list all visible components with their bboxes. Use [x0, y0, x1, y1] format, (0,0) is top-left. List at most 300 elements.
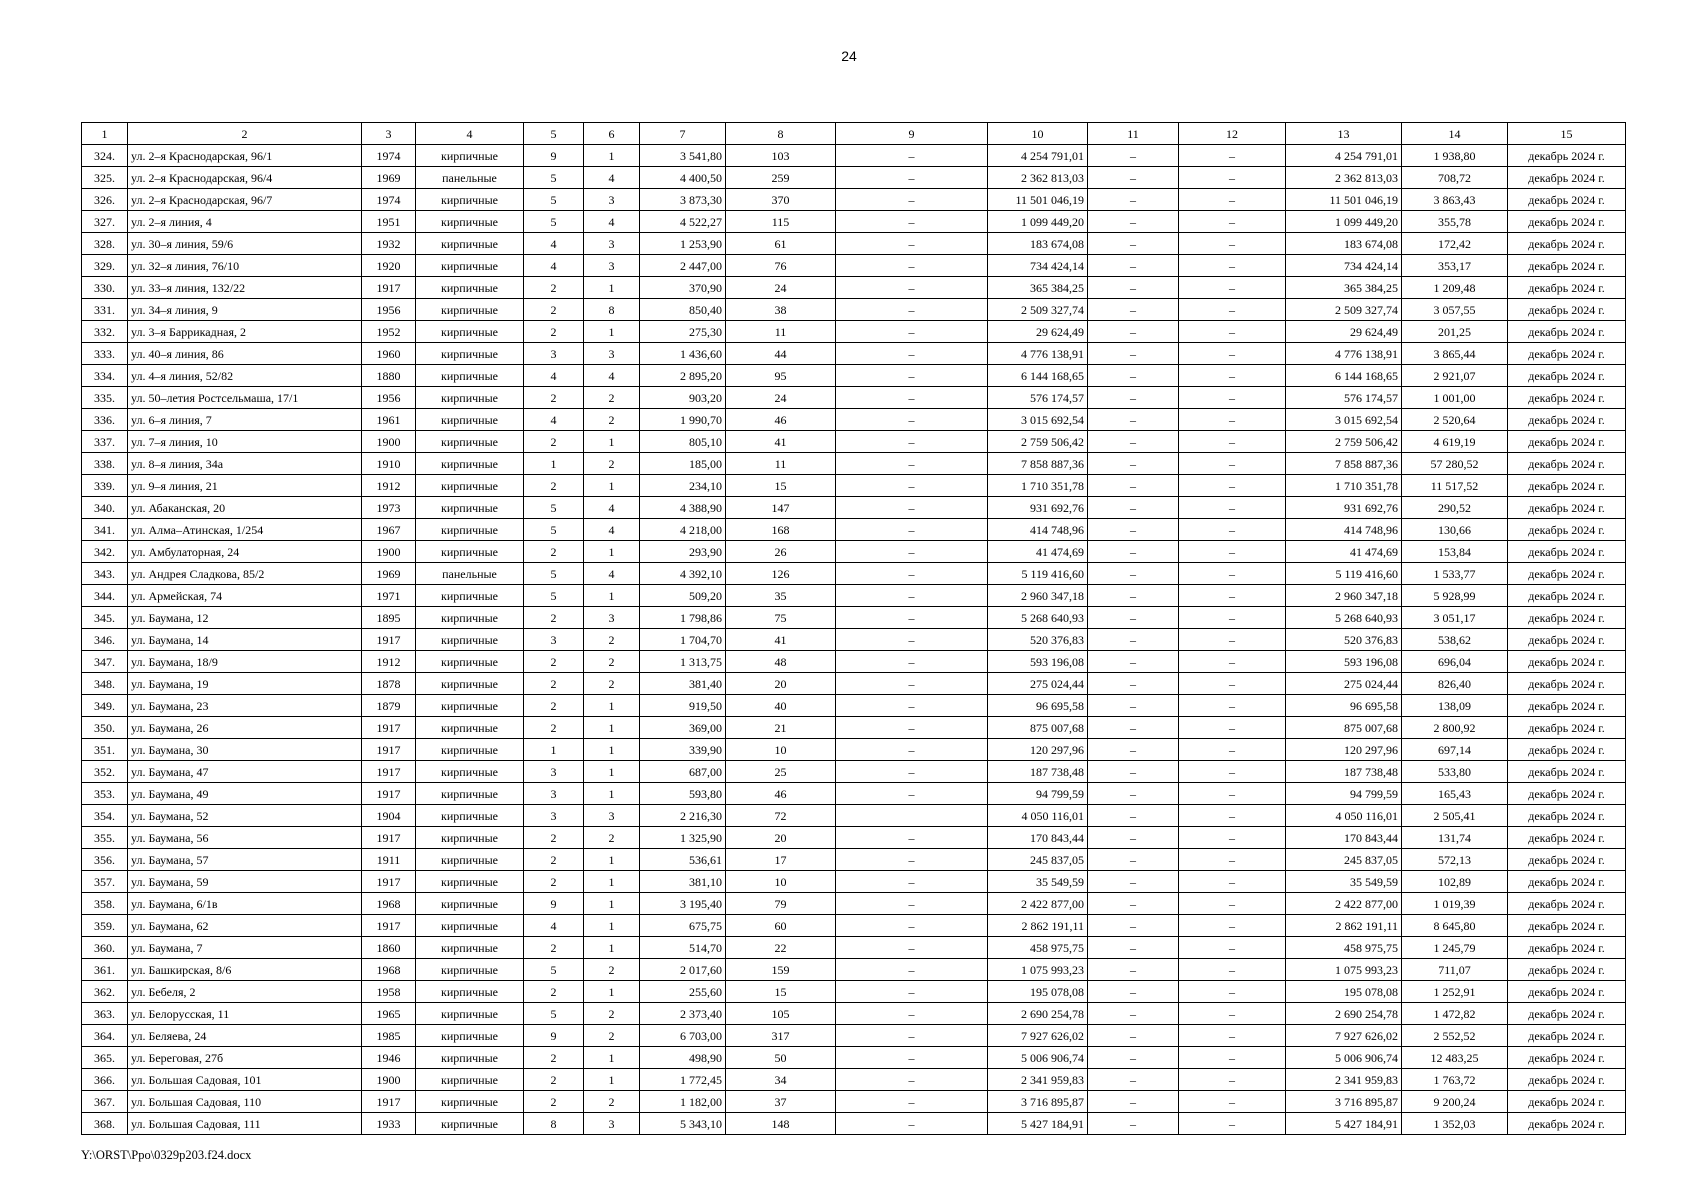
cell-cost-total: 931 692,76 [988, 497, 1088, 519]
cell-row-number: 352. [82, 761, 128, 783]
cell-col-9: – [836, 299, 988, 321]
cell-entrances: 1 [584, 585, 640, 607]
cell-cost-total: 3 716 895,87 [988, 1091, 1088, 1113]
cell-area: 275,30 [640, 321, 726, 343]
table-row [82, 805, 1626, 827]
cell-cost-total: 734 424,14 [988, 255, 1088, 277]
table-row [82, 915, 1626, 937]
cell-col-12: – [1179, 453, 1286, 475]
cell-floors: 9 [524, 145, 584, 167]
cell-cost-total: 195 078,08 [988, 981, 1088, 1003]
cell-col-9: – [836, 387, 988, 409]
cell-residents: 37 [726, 1091, 836, 1113]
cell-col-12: – [1179, 739, 1286, 761]
cell-wall-material: кирпичные [416, 585, 524, 607]
table-row [82, 717, 1626, 739]
cell-entrances: 2 [584, 673, 640, 695]
cell-row-number: 332. [82, 321, 128, 343]
cell-wall-material: кирпичные [416, 893, 524, 915]
cell-col-12: – [1179, 277, 1286, 299]
cell-completion-date: декабрь 2024 г. [1508, 475, 1626, 497]
cell-address: ул. 2–я линия, 4 [128, 211, 362, 233]
cell-residents: 168 [726, 519, 836, 541]
cell-completion-date: декабрь 2024 г. [1508, 585, 1626, 607]
cell-row-number: 329. [82, 255, 128, 277]
table-row [82, 299, 1626, 321]
cell-col-9: – [836, 1003, 988, 1025]
cell-wall-material: кирпичные [416, 761, 524, 783]
cell-row-number: 366. [82, 1069, 128, 1091]
cell-col-12: – [1179, 959, 1286, 981]
cell-completion-date: декабрь 2024 г. [1508, 739, 1626, 761]
cell-cost-total: 275 024,44 [988, 673, 1088, 695]
cell-col-9: – [836, 563, 988, 585]
cell-cost-per-sqm: 138,09 [1402, 695, 1508, 717]
cell-area: 4 392,10 [640, 563, 726, 585]
cell-cost-total: 7 927 626,02 [988, 1025, 1088, 1047]
cell-cost-approved: 2 759 506,42 [1286, 431, 1402, 453]
cell-col-11: – [1088, 673, 1179, 695]
cell-cost-total: 29 624,49 [988, 321, 1088, 343]
cell-row-number: 343. [82, 563, 128, 585]
table-row [82, 145, 1626, 167]
cell-col-11: – [1088, 1113, 1179, 1135]
cell-floors: 2 [524, 871, 584, 893]
table-row [82, 607, 1626, 629]
cell-col-12: – [1179, 849, 1286, 871]
cell-area: 1 325,90 [640, 827, 726, 849]
cell-col-12: – [1179, 827, 1286, 849]
cell-cost-total: 41 474,69 [988, 541, 1088, 563]
cell-entrances: 1 [584, 541, 640, 563]
cell-cost-approved: 245 837,05 [1286, 849, 1402, 871]
cell-col-12: – [1179, 673, 1286, 695]
cell-col-12: – [1179, 805, 1286, 827]
cell-cost-total: 875 007,68 [988, 717, 1088, 739]
cell-completion-date: декабрь 2024 г. [1508, 233, 1626, 255]
cell-build-year: 1969 [362, 563, 416, 585]
cell-address: ул. 2–я Краснодарская, 96/7 [128, 189, 362, 211]
cell-area: 1 798,86 [640, 607, 726, 629]
cell-col-9: – [836, 1047, 988, 1069]
cell-col-12: – [1179, 1047, 1286, 1069]
cell-address: ул. 33–я линия, 132/22 [128, 277, 362, 299]
cell-area: 687,00 [640, 761, 726, 783]
cell-col-9: – [836, 607, 988, 629]
cell-entrances: 2 [584, 651, 640, 673]
cell-cost-per-sqm: 696,04 [1402, 651, 1508, 673]
cell-address: ул. 3–я Баррикадная, 2 [128, 321, 362, 343]
cell-cost-total: 2 362 813,03 [988, 167, 1088, 189]
cell-cost-approved: 458 975,75 [1286, 937, 1402, 959]
cell-completion-date: декабрь 2024 г. [1508, 497, 1626, 519]
cell-residents: 370 [726, 189, 836, 211]
cell-cost-approved: 183 674,08 [1286, 233, 1402, 255]
cell-col-12: – [1179, 475, 1286, 497]
cell-cost-per-sqm: 4 619,19 [1402, 431, 1508, 453]
cell-row-number: 353. [82, 783, 128, 805]
cell-cost-approved: 734 424,14 [1286, 255, 1402, 277]
cell-residents: 26 [726, 541, 836, 563]
cell-col-12: – [1179, 365, 1286, 387]
cell-col-11: – [1088, 189, 1179, 211]
column-number: 13 [1286, 123, 1402, 145]
cell-cost-per-sqm: 533,80 [1402, 761, 1508, 783]
cell-build-year: 1974 [362, 189, 416, 211]
cell-cost-approved: 931 692,76 [1286, 497, 1402, 519]
table-row [82, 783, 1626, 805]
cell-completion-date: декабрь 2024 г. [1508, 695, 1626, 717]
cell-area: 339,90 [640, 739, 726, 761]
cell-cost-per-sqm: 12 483,25 [1402, 1047, 1508, 1069]
cell-cost-total: 5 268 640,93 [988, 607, 1088, 629]
cell-area: 2 895,20 [640, 365, 726, 387]
cell-row-number: 324. [82, 145, 128, 167]
cell-build-year: 1917 [362, 717, 416, 739]
table-row [82, 981, 1626, 1003]
cell-cost-total: 414 748,96 [988, 519, 1088, 541]
cell-address: ул. 6–я линия, 7 [128, 409, 362, 431]
cell-area: 498,90 [640, 1047, 726, 1069]
cell-completion-date: декабрь 2024 г. [1508, 167, 1626, 189]
cell-cost-approved: 2 690 254,78 [1286, 1003, 1402, 1025]
cell-cost-approved: 275 024,44 [1286, 673, 1402, 695]
cell-wall-material: кирпичные [416, 827, 524, 849]
cell-row-number: 364. [82, 1025, 128, 1047]
cell-completion-date: декабрь 2024 г. [1508, 409, 1626, 431]
table-row [82, 189, 1626, 211]
cell-residents: 24 [726, 387, 836, 409]
cell-row-number: 356. [82, 849, 128, 871]
cell-row-number: 367. [82, 1091, 128, 1113]
cell-area: 3 873,30 [640, 189, 726, 211]
cell-completion-date: декабрь 2024 г. [1508, 365, 1626, 387]
cell-wall-material: кирпичные [416, 673, 524, 695]
cell-cost-approved: 2 862 191,11 [1286, 915, 1402, 937]
table-row [82, 1047, 1626, 1069]
column-number: 6 [584, 123, 640, 145]
cell-cost-per-sqm: 2 505,41 [1402, 805, 1508, 827]
cell-cost-approved: 414 748,96 [1286, 519, 1402, 541]
cell-wall-material: кирпичные [416, 277, 524, 299]
cell-row-number: 351. [82, 739, 128, 761]
cell-wall-material: кирпичные [416, 695, 524, 717]
cell-entrances: 1 [584, 739, 640, 761]
cell-row-number: 348. [82, 673, 128, 695]
cell-floors: 5 [524, 497, 584, 519]
cell-floors: 5 [524, 563, 584, 585]
cell-wall-material: кирпичные [416, 629, 524, 651]
table-row [82, 585, 1626, 607]
cell-build-year: 1960 [362, 343, 416, 365]
cell-build-year: 1965 [362, 1003, 416, 1025]
cell-build-year: 1917 [362, 277, 416, 299]
cell-build-year: 1917 [362, 783, 416, 805]
cell-build-year: 1895 [362, 607, 416, 629]
cell-wall-material: кирпичные [416, 981, 524, 1003]
cell-build-year: 1900 [362, 431, 416, 453]
cell-col-11: – [1088, 783, 1179, 805]
cell-completion-date: декабрь 2024 г. [1508, 563, 1626, 585]
cell-area: 514,70 [640, 937, 726, 959]
cell-col-9: – [836, 211, 988, 233]
cell-residents: 41 [726, 629, 836, 651]
cell-entrances: 3 [584, 189, 640, 211]
cell-address: ул. Абаканская, 20 [128, 497, 362, 519]
cell-floors: 2 [524, 673, 584, 695]
cell-build-year: 1900 [362, 1069, 416, 1091]
cell-cost-per-sqm: 353,17 [1402, 255, 1508, 277]
column-number: 5 [524, 123, 584, 145]
cell-cost-per-sqm: 1 252,91 [1402, 981, 1508, 1003]
table-row [82, 563, 1626, 585]
cell-cost-per-sqm: 102,89 [1402, 871, 1508, 893]
cell-col-11: – [1088, 761, 1179, 783]
cell-address: ул. Армейская, 74 [128, 585, 362, 607]
cell-col-12: – [1179, 255, 1286, 277]
cell-residents: 10 [726, 739, 836, 761]
cell-completion-date: декабрь 2024 г. [1508, 145, 1626, 167]
cell-row-number: 368. [82, 1113, 128, 1135]
cell-cost-per-sqm: 130,66 [1402, 519, 1508, 541]
cell-wall-material: кирпичные [416, 937, 524, 959]
cell-row-number: 327. [82, 211, 128, 233]
cell-cost-approved: 2 422 877,00 [1286, 893, 1402, 915]
table-row [82, 761, 1626, 783]
cell-cost-approved: 875 007,68 [1286, 717, 1402, 739]
cell-wall-material: кирпичные [416, 871, 524, 893]
document-file-path: Y:\ORST\Ppo\0329p203.f24.docx [81, 1148, 252, 1162]
cell-floors: 2 [524, 981, 584, 1003]
cell-wall-material: кирпичные [416, 189, 524, 211]
cell-col-11: – [1088, 563, 1179, 585]
cell-col-9: – [836, 167, 988, 189]
cell-row-number: 360. [82, 937, 128, 959]
cell-col-11: – [1088, 255, 1179, 277]
cell-col-12: – [1179, 519, 1286, 541]
cell-cost-per-sqm: 1 019,39 [1402, 893, 1508, 915]
table-row [82, 519, 1626, 541]
cell-build-year: 1917 [362, 915, 416, 937]
cell-build-year: 1910 [362, 453, 416, 475]
cell-area: 381,10 [640, 871, 726, 893]
cell-area: 5 343,10 [640, 1113, 726, 1135]
cell-cost-total: 365 384,25 [988, 277, 1088, 299]
cell-cost-per-sqm: 1 533,77 [1402, 563, 1508, 585]
cell-floors: 4 [524, 255, 584, 277]
cell-build-year: 1860 [362, 937, 416, 959]
table-row [82, 1091, 1626, 1113]
cell-area: 369,00 [640, 717, 726, 739]
cell-area: 2 373,40 [640, 1003, 726, 1025]
cell-col-9: – [836, 585, 988, 607]
cell-col-11: – [1088, 915, 1179, 937]
cell-residents: 95 [726, 365, 836, 387]
cell-build-year: 1912 [362, 475, 416, 497]
cell-floors: 2 [524, 937, 584, 959]
cell-residents: 17 [726, 849, 836, 871]
cell-entrances: 2 [584, 827, 640, 849]
cell-build-year: 1878 [362, 673, 416, 695]
cell-wall-material: кирпичные [416, 211, 524, 233]
cell-col-9: – [836, 497, 988, 519]
cell-col-9: – [836, 783, 988, 805]
cell-address: ул. 34–я линия, 9 [128, 299, 362, 321]
cell-floors: 9 [524, 893, 584, 915]
cell-completion-date: декабрь 2024 г. [1508, 541, 1626, 563]
cell-cost-total: 1 099 449,20 [988, 211, 1088, 233]
cell-completion-date: декабрь 2024 г. [1508, 761, 1626, 783]
cell-area: 593,80 [640, 783, 726, 805]
cell-cost-total: 2 341 959,83 [988, 1069, 1088, 1091]
table-row [82, 673, 1626, 695]
column-number: 3 [362, 123, 416, 145]
cell-address: ул. Баумана, 19 [128, 673, 362, 695]
cell-build-year: 1880 [362, 365, 416, 387]
cell-cost-approved: 593 196,08 [1286, 651, 1402, 673]
cell-completion-date: декабрь 2024 г. [1508, 1113, 1626, 1135]
cell-floors: 1 [524, 453, 584, 475]
cell-area: 185,00 [640, 453, 726, 475]
cell-address: ул. Баумана, 18/9 [128, 651, 362, 673]
cell-area: 6 703,00 [640, 1025, 726, 1047]
cell-cost-per-sqm: 5 928,99 [1402, 585, 1508, 607]
cell-wall-material: кирпичные [416, 255, 524, 277]
cell-build-year: 1879 [362, 695, 416, 717]
cell-cost-total: 2 960 347,18 [988, 585, 1088, 607]
cell-address: ул. 8–я линия, 34а [128, 453, 362, 475]
cell-col-12: – [1179, 915, 1286, 937]
cell-cost-approved: 187 738,48 [1286, 761, 1402, 783]
table-row [82, 233, 1626, 255]
cell-col-9: – [836, 959, 988, 981]
cell-col-11: – [1088, 387, 1179, 409]
cell-completion-date: декабрь 2024 г. [1508, 1003, 1626, 1025]
cell-residents: 15 [726, 475, 836, 497]
cell-floors: 2 [524, 431, 584, 453]
cell-cost-per-sqm: 172,42 [1402, 233, 1508, 255]
table-row [82, 827, 1626, 849]
cell-area: 850,40 [640, 299, 726, 321]
cell-cost-total: 1 710 351,78 [988, 475, 1088, 497]
cell-residents: 20 [726, 827, 836, 849]
cell-address: ул. Баумана, 59 [128, 871, 362, 893]
cell-wall-material: кирпичные [416, 651, 524, 673]
cell-address: ул. 40–я линия, 86 [128, 343, 362, 365]
cell-completion-date: декабрь 2024 г. [1508, 431, 1626, 453]
cell-floors: 2 [524, 1091, 584, 1113]
cell-col-11: – [1088, 541, 1179, 563]
cell-entrances: 2 [584, 387, 640, 409]
cell-col-11: – [1088, 1025, 1179, 1047]
cell-residents: 317 [726, 1025, 836, 1047]
cell-entrances: 1 [584, 761, 640, 783]
cell-col-9: – [836, 871, 988, 893]
table-row [82, 167, 1626, 189]
cell-wall-material: кирпичные [416, 1003, 524, 1025]
cell-area: 903,20 [640, 387, 726, 409]
cell-col-9: – [836, 937, 988, 959]
cell-cost-total: 5 427 184,91 [988, 1113, 1088, 1135]
cell-wall-material: кирпичные [416, 145, 524, 167]
cell-residents: 11 [726, 453, 836, 475]
cell-cost-per-sqm: 1 938,80 [1402, 145, 1508, 167]
cell-floors: 1 [524, 739, 584, 761]
cell-cost-approved: 4 776 138,91 [1286, 343, 1402, 365]
cell-wall-material: кирпичные [416, 541, 524, 563]
cell-build-year: 1961 [362, 409, 416, 431]
cell-area: 4 218,00 [640, 519, 726, 541]
cell-row-number: 362. [82, 981, 128, 1003]
table-row [82, 893, 1626, 915]
table-row [82, 959, 1626, 981]
table-row [82, 849, 1626, 871]
cell-area: 4 400,50 [640, 167, 726, 189]
cell-col-9: – [836, 409, 988, 431]
cell-col-9: – [836, 277, 988, 299]
cell-col-9: – [836, 827, 988, 849]
cell-wall-material: панельные [416, 167, 524, 189]
cell-address: ул. 4–я линия, 52/82 [128, 365, 362, 387]
cell-col-12: – [1179, 695, 1286, 717]
cell-col-11: – [1088, 497, 1179, 519]
cell-area: 675,75 [640, 915, 726, 937]
cell-completion-date: декабрь 2024 г. [1508, 849, 1626, 871]
cell-address: ул. 50–летия Ростсельмаша, 17/1 [128, 387, 362, 409]
cell-completion-date: декабрь 2024 г. [1508, 805, 1626, 827]
cell-cost-per-sqm: 826,40 [1402, 673, 1508, 695]
cell-col-9: – [836, 717, 988, 739]
cell-entrances: 1 [584, 277, 640, 299]
cell-address: ул. 2–я Краснодарская, 96/4 [128, 167, 362, 189]
cell-cost-approved: 5 427 184,91 [1286, 1113, 1402, 1135]
cell-residents: 44 [726, 343, 836, 365]
cell-completion-date: декабрь 2024 г. [1508, 1047, 1626, 1069]
cell-completion-date: декабрь 2024 г. [1508, 519, 1626, 541]
cell-wall-material: кирпичные [416, 1047, 524, 1069]
cell-row-number: 341. [82, 519, 128, 541]
cell-residents: 126 [726, 563, 836, 585]
cell-col-11: – [1088, 827, 1179, 849]
cell-completion-date: декабрь 2024 г. [1508, 1025, 1626, 1047]
cell-build-year: 1967 [362, 519, 416, 541]
cell-floors: 2 [524, 827, 584, 849]
cell-residents: 21 [726, 717, 836, 739]
cell-col-11: – [1088, 981, 1179, 1003]
cell-col-11: – [1088, 585, 1179, 607]
cell-col-11: – [1088, 695, 1179, 717]
cell-cost-total: 458 975,75 [988, 937, 1088, 959]
cell-cost-total: 5 119 416,60 [988, 563, 1088, 585]
cell-floors: 5 [524, 1003, 584, 1025]
cell-cost-total: 1 075 993,23 [988, 959, 1088, 981]
table-row [82, 1025, 1626, 1047]
cell-entrances: 4 [584, 497, 640, 519]
cell-wall-material: кирпичные [416, 409, 524, 431]
cell-floors: 3 [524, 343, 584, 365]
cell-col-12: – [1179, 1091, 1286, 1113]
cell-address: ул. Баумана, 49 [128, 783, 362, 805]
registry-table [81, 122, 1626, 1135]
cell-cost-total: 2 509 327,74 [988, 299, 1088, 321]
cell-address: ул. Баумана, 56 [128, 827, 362, 849]
cell-completion-date: декабрь 2024 г. [1508, 959, 1626, 981]
cell-col-12: – [1179, 607, 1286, 629]
cell-residents: 48 [726, 651, 836, 673]
cell-col-11: – [1088, 145, 1179, 167]
cell-residents: 72 [726, 805, 836, 827]
cell-area: 536,61 [640, 849, 726, 871]
